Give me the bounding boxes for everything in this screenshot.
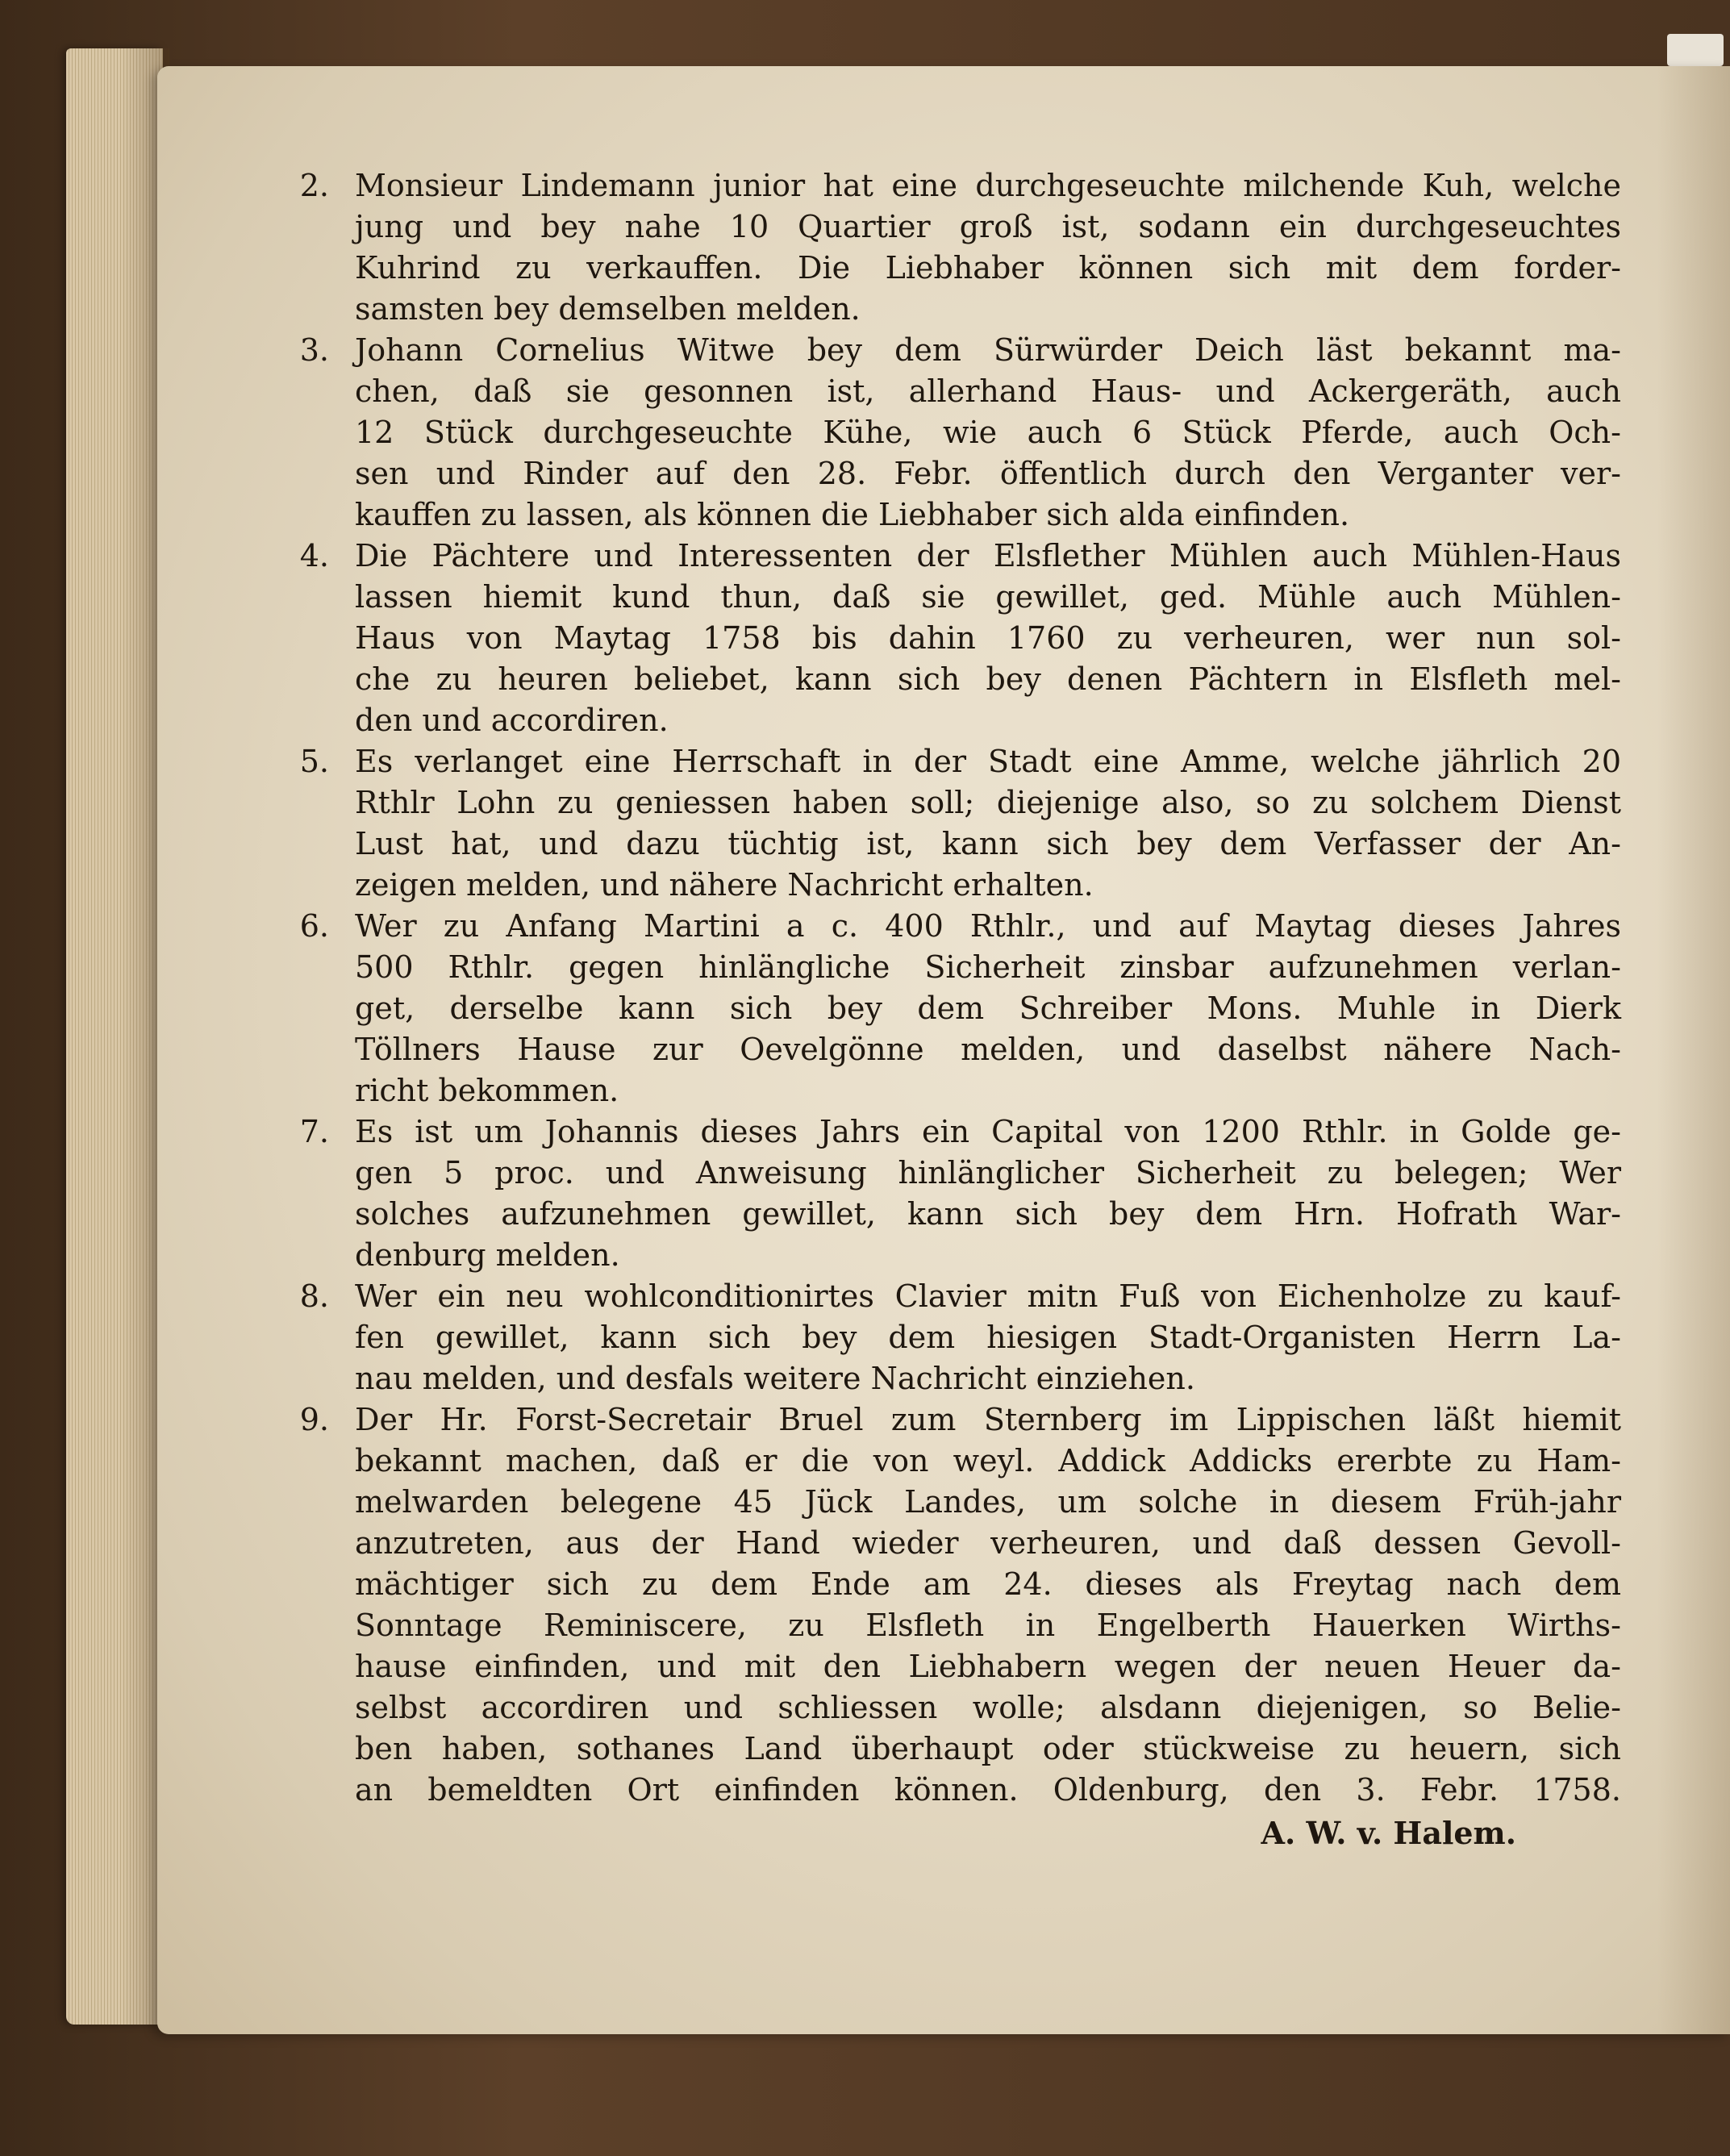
entry-line: fen gewillet, kann sich bey dem hiesigen Stadt-Organisten Herrn La- [355, 1320, 1621, 1355]
entry-line: anzutreten, aus der Hand wieder verheuren, und daß dessen Gevoll- [355, 1525, 1621, 1561]
entry-line: bekannt machen, daß er die von weyl. Addick Addicks ererbte zu Ham- [355, 1443, 1621, 1478]
entry-line: Wer zu Anfang Martini a c. 400 Rthlr., und auf Maytag dieses Jahres [355, 908, 1621, 944]
entry-line: samsten bey demselben melden. [355, 291, 861, 327]
announcement-9 [266, 1399, 1621, 1811]
entry-line: kauffen zu lassen, als können die Liebhaber sich alda einfinden. [355, 497, 1350, 532]
signature: A. W. v. Halem. [1261, 1815, 1516, 1851]
entry-number: 2. [299, 168, 329, 203]
corner-tab [1667, 34, 1724, 66]
entry-number: 8. [299, 1278, 329, 1314]
entry-line: richt bekommen. [355, 1073, 619, 1108]
entry-line: jung und bey nahe 10 Quartier groß ist, sodann ein durchgeseuchtes [355, 209, 1621, 244]
entry-line: get, derselbe kann sich bey dem Schreiber Mons. Muhle in Dierk [355, 990, 1621, 1026]
entry-line: sen und Rinder auf den 28. Febr. öffentlich durch den Verganter ver- [355, 456, 1621, 491]
entry-number: 7. [299, 1114, 329, 1149]
entry-line: Kuhrind zu verkauffen. Die Liebhaber können sich mit dem forder- [355, 250, 1621, 286]
entry-number: 9. [299, 1402, 329, 1437]
entry-line: an bemeldten Ort einfinden können. Oldenburg, den 3. Febr. 1758. [355, 1772, 1621, 1808]
entry-line: mächtiger sich zu dem Ende am 24. dieses als Freytag nach dem [355, 1566, 1621, 1602]
entry-line: Rthlr Lohn zu geniessen haben soll; diejenige also, so zu solchem Dienst [355, 785, 1621, 820]
entry-line: selbst accordiren und schliessen wolle; alsdann diejenigen, so Belie- [355, 1690, 1621, 1725]
entry-line: Töllners Hause zur Oevelgönne melden, und daselbst nähere Nach- [355, 1032, 1621, 1067]
entry-line: Lust hat, und dazu tüchtig ist, kann sich bey dem Verfasser der An- [355, 826, 1621, 861]
entry-line: Sonntage Reminiscere, zu Elsfleth in Engelberth Hauerken Wirths- [355, 1608, 1621, 1643]
entry-line: nau melden, und desfals weitere Nachricht einziehen. [355, 1361, 1195, 1396]
entry-line: ben haben, sothanes Land überhaupt oder stückweise zu heuern, sich [355, 1731, 1621, 1766]
entry-line: melwarden belegene 45 Jück Landes, um solche in diesem Früh-jahr [355, 1484, 1621, 1520]
entry-line: Monsieur Lindemann junior hat eine durchgeseuchte milchende Kuh, welche [355, 168, 1621, 203]
entry-line: Wer ein neu wohlconditionirtes Clavier mitn Fuß von Eichenholze zu kauf- [355, 1278, 1621, 1314]
entry-line: Es ist um Johannis dieses Jahrs ein Capital von 1200 Rthlr. in Golde ge- [355, 1114, 1621, 1149]
entry-line: Die Pächtere und Interessenten der Elsflether Mühlen auch Mühlen-Haus [355, 538, 1621, 573]
entry-line: Haus von Maytag 1758 bis dahin 1760 zu verheuren, wer nun sol- [355, 620, 1621, 656]
announcement-7 [266, 1111, 1621, 1276]
entry-number: 3. [299, 332, 329, 368]
entry-line: den und accordiren. [355, 703, 669, 738]
entry-number: 5. [299, 744, 329, 779]
entry-line: che zu heuren beliebet, kann sich bey denen Pächtern in Elsfleth mel- [355, 661, 1621, 697]
announcement-list [266, 165, 1621, 1854]
entry-line: Johann Cornelius Witwe bey dem Sürwürder Deich läst bekannt ma- [355, 332, 1621, 368]
entry-line: Der Hr. Forst-Secretair Bruel zum Sternberg im Lippischen läßt hiemit [355, 1402, 1621, 1437]
entry-line: Es verlanget eine Herrschaft in der Stadt eine Amme, welche jährlich 20 [355, 744, 1621, 779]
announcement-5 [266, 741, 1621, 906]
entry-line: 500 Rthlr. gegen hinlängliche Sicherheit zinsbar aufzunehmen verlan- [355, 949, 1621, 985]
entry-line: chen, daß sie gesonnen ist, allerhand Haus- und Ackergeräth, auch [355, 373, 1621, 409]
entry-line: zeigen melden, und nähere Nachricht erhalten. [355, 867, 1094, 903]
announcement-6 [266, 906, 1621, 1111]
announcement-4 [266, 536, 1621, 741]
entry-number: 4. [299, 538, 329, 573]
entry-number: 6. [299, 908, 329, 944]
entry-line: gen 5 proc. und Anweisung hinlänglicher Sicherheit zu belegen; Wer [355, 1155, 1621, 1191]
entry-line: denburg melden. [355, 1237, 620, 1273]
entry-line: solches aufzunehmen gewillet, kann sich bey dem Hrn. Hofrath War- [355, 1196, 1621, 1232]
announcement-3 [266, 330, 1621, 536]
entry-line: hause einfinden, und mit den Liebhabern wegen der neuen Heuer da- [355, 1649, 1621, 1684]
announcement-2 [266, 165, 1621, 330]
announcement-8 [266, 1276, 1621, 1399]
entry-line: lassen hiemit kund thun, daß sie gewillet, ged. Mühle auch Mühlen- [355, 579, 1621, 615]
entry-line: 12 Stück durchgeseuchte Kühe, wie auch 6 Stück Pferde, auch Och- [355, 415, 1621, 450]
